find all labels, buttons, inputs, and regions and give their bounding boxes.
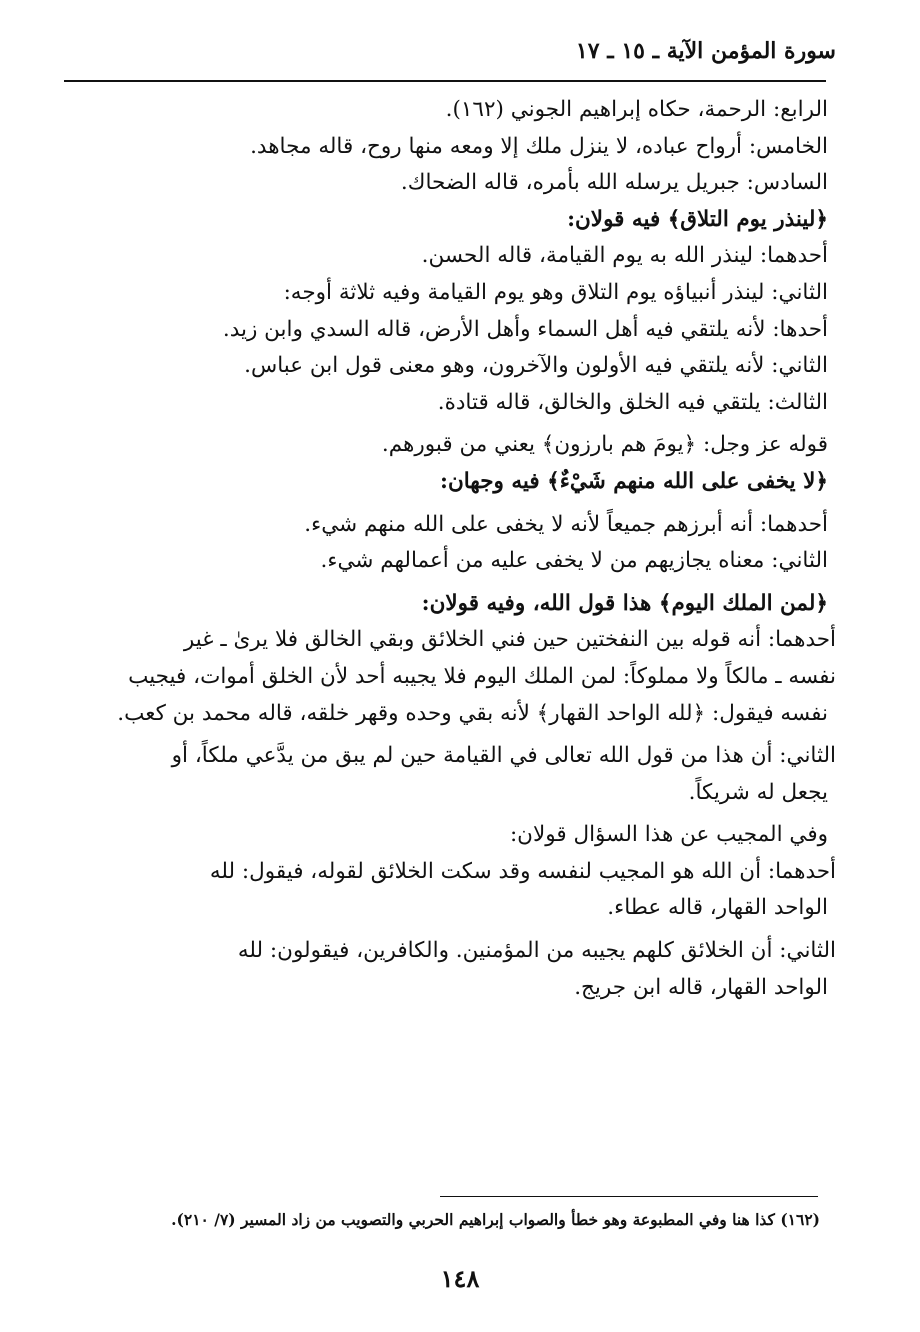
- text-line: الواحد القهار، قاله عطاء.: [607, 895, 828, 921]
- text-line: نفسه فيقول: ﴿لله الواحد القهار﴾ لأنه بقي وحده وقهر خلقه، قاله محمد بن كعب.: [117, 700, 828, 726]
- footnote-rule: [440, 1196, 818, 1197]
- text-line: قوله عز وجل: ﴿يومَ هم بارزون﴾ يعني من قبورهم.: [381, 432, 828, 458]
- text-line: الثاني: لينذر أنبياؤه يوم التلاق وهو يوم القيامة وفيه ثلاثة أوجه:: [283, 279, 828, 305]
- text-line: أحدها: لأنه يلتقي فيه أهل السماء وأهل الأرض، قاله السدي وابن زيد.: [222, 316, 828, 342]
- verse-heading: ﴿لمن الملك اليوم﴾ هذا قول الله، وفيه قولان:: [421, 590, 828, 616]
- main-text: [72, 92, 836, 1006]
- text-line: أحدهما: أن الله هو المجيب لنفسه وقد سكت الخلائق لقوله، فيقول: لله: [209, 858, 836, 884]
- verse-heading: ﴿لا يخفى على الله منهم شَيْءٌ﴾ فيه وجهان:: [440, 468, 828, 494]
- text-line: الخامس: أرواح عباده، لا ينزل ملك إلا ومعه منها روح، قاله مجاهد.: [250, 133, 828, 159]
- text-line: الثاني: أن الخلائق كلهم يجيبه من المؤمنين. والكافرين، فيقولون: لله: [237, 938, 836, 964]
- header-rule: [64, 80, 826, 82]
- text-line: الواحد القهار، قاله ابن جريج.: [574, 974, 828, 1000]
- footnote: (١٦٢) كذا هنا وفي المطبوعة وهو خطأ والصواب إبراهيم الحربي والتصويب من زاد المسير (٧/ ٢١٠).: [171, 1210, 820, 1229]
- text-line: الرابع: الرحمة، حكاه إبراهيم الجوني (١٦٢).: [445, 97, 828, 122]
- text-line: الثاني: أن هذا من قول الله تعالى في القيامة حين لم يبق من يدَّعي ملكاً، أو: [171, 743, 836, 769]
- text-line: الثالث: يلتقي فيه الخلق والخالق، قاله قتادة.: [437, 389, 828, 415]
- text-line: أحدهما: لينذر الله به يوم القيامة، قاله الحسن.: [421, 243, 828, 269]
- running-header: سورة المؤمن الآية ـ ١٥ ـ ١٧: [575, 38, 836, 64]
- text-line: الثاني: لأنه يلتقي فيه الأولون والآخرون، وهو معنى قول ابن عباس.: [244, 353, 828, 379]
- text-line: يجعل له شريكاً.: [688, 779, 828, 805]
- text-line: السادس: جبريل يرسله الله بأمره، قاله الضحاك.: [400, 170, 828, 196]
- text-line: نفسه ـ مالكاً ولا مملوكاً: لمن الملك اليوم فلا يجيبه أحد لأن الخلق أموات، فيجيب: [128, 663, 836, 689]
- page-number: ١٤٨: [440, 1264, 480, 1293]
- verse-heading: ﴿لينذر يوم التلاق﴾ فيه قولان:: [567, 206, 828, 232]
- text-line: أحدهما: أنه قوله بين النفختين حين فني الخلائق وبقي الخالق فلا يرىٰ ـ غير: [183, 627, 836, 653]
- text-line: الثاني: معناه يجازيهم من لا يخفى عليه من أعمالهم شيء.: [320, 548, 828, 574]
- text-line: وفي المجيب عن هذا السؤال قولان:: [509, 822, 828, 848]
- text-line: أحدهما: أنه أبرزهم جميعاً لأنه لا يخفى على الله منهم شيء.: [304, 511, 828, 537]
